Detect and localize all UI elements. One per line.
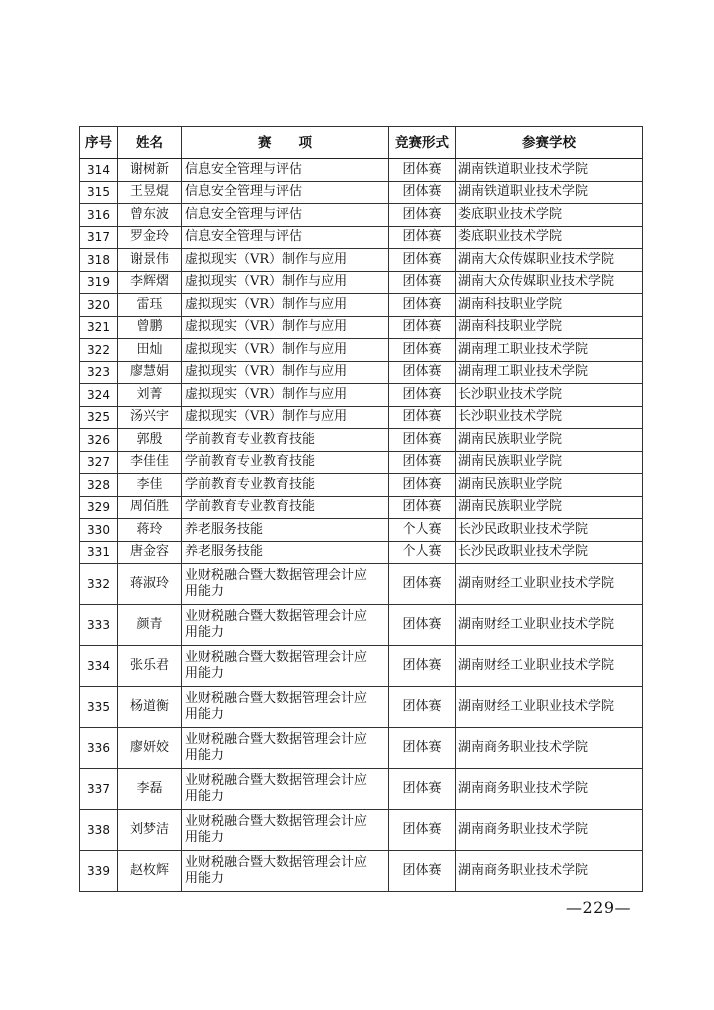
row-name: 蒋玲 (118, 519, 182, 542)
row-event-line1: 业财税融合暨大数据管理会计应 (185, 732, 368, 747)
table-row (80, 769, 643, 810)
row-number: 319 (80, 271, 118, 294)
table-row (80, 564, 643, 605)
row-form: 个人赛 (389, 519, 456, 542)
row-event: 学前教育专业教育技能 (182, 429, 389, 452)
row-event: 虚拟现实（VR）制作与应用 (182, 339, 389, 362)
row-school: 湖南理工职业技术学院 (456, 339, 643, 362)
row-number: 325 (80, 406, 118, 429)
row-event-line2: 用能力 (185, 789, 225, 804)
table-row (80, 294, 643, 317)
row-school: 湖南大众传媒职业技术学院 (456, 249, 643, 272)
row-event: 虚拟现实（VR）制作与应用 (182, 294, 389, 317)
row-event (182, 605, 389, 646)
row-number: 315 (80, 181, 118, 204)
table-row (80, 339, 643, 362)
row-school: 娄底职业技术学院 (456, 226, 643, 249)
row-name: 罗金玲 (118, 226, 182, 249)
row-school: 湖南商务职业技术学院 (456, 810, 643, 851)
row-name: 杨道衡 (118, 687, 182, 728)
row-event-line2: 用能力 (185, 625, 225, 640)
table-row (80, 249, 643, 272)
row-school: 长沙民政职业技术学院 (456, 541, 643, 564)
header-school: 参赛学校 (456, 127, 643, 159)
table-row (80, 646, 643, 687)
row-event (182, 564, 389, 605)
row-name: 谢树新 (118, 159, 182, 182)
row-name: 赵枚辉 (118, 851, 182, 892)
row-event-line2: 用能力 (185, 871, 225, 886)
row-form: 团体赛 (389, 294, 456, 317)
row-name: 刘菁 (118, 384, 182, 407)
row-form: 团体赛 (389, 646, 456, 687)
row-name: 郭殷 (118, 429, 182, 452)
row-school: 湖南财经工业职业技术学院 (456, 564, 643, 605)
row-number: 327 (80, 451, 118, 474)
row-form: 团体赛 (389, 384, 456, 407)
row-name: 曾鹏 (118, 316, 182, 339)
row-form: 个人赛 (389, 541, 456, 564)
row-event-line2: 用能力 (185, 666, 225, 681)
row-number: 320 (80, 294, 118, 317)
row-school: 湖南铁道职业技术学院 (456, 181, 643, 204)
header-event: 赛 项 (182, 127, 389, 159)
row-form: 团体赛 (389, 339, 456, 362)
row-school: 湖南财经工业职业技术学院 (456, 687, 643, 728)
header-form: 竞赛形式 (389, 127, 456, 159)
row-name: 周佰胜 (118, 496, 182, 519)
table-row (80, 181, 643, 204)
row-school: 湖南理工职业技术学院 (456, 361, 643, 384)
table-row (80, 687, 643, 728)
row-form: 团体赛 (389, 181, 456, 204)
row-number: 334 (80, 646, 118, 687)
row-event: 养老服务技能 (182, 541, 389, 564)
row-event-line2: 用能力 (185, 830, 225, 845)
table-row (80, 406, 643, 429)
row-school: 湖南民族职业学院 (456, 474, 643, 497)
row-number: 332 (80, 564, 118, 605)
row-event-line2: 用能力 (185, 584, 225, 599)
row-event: 虚拟现实（VR）制作与应用 (182, 249, 389, 272)
row-event: 信息安全管理与评估 (182, 226, 389, 249)
table-row (80, 605, 643, 646)
table-row (80, 429, 643, 452)
table-row (80, 496, 643, 519)
row-form: 团体赛 (389, 429, 456, 452)
row-school: 湖南商务职业技术学院 (456, 769, 643, 810)
row-school: 湖南民族职业学院 (456, 429, 643, 452)
row-event: 虚拟现实（VR）制作与应用 (182, 271, 389, 294)
row-form: 团体赛 (389, 810, 456, 851)
row-event: 信息安全管理与评估 (182, 159, 389, 182)
row-name: 李佳 (118, 474, 182, 497)
row-event (182, 769, 389, 810)
row-name: 唐金容 (118, 541, 182, 564)
row-number: 326 (80, 429, 118, 452)
row-form: 团体赛 (389, 769, 456, 810)
table-row (80, 384, 643, 407)
table-row (80, 361, 643, 384)
row-school: 湖南商务职业技术学院 (456, 851, 643, 892)
row-school: 长沙职业技术学院 (456, 384, 643, 407)
table-row (80, 810, 643, 851)
row-name: 王昱焜 (118, 181, 182, 204)
row-number: 322 (80, 339, 118, 362)
row-event: 虚拟现实（VR）制作与应用 (182, 384, 389, 407)
row-number: 330 (80, 519, 118, 542)
row-event-line1: 业财税融合暨大数据管理会计应 (185, 814, 368, 829)
row-event (182, 687, 389, 728)
header-number: 序号 (80, 127, 118, 159)
row-event: 信息安全管理与评估 (182, 181, 389, 204)
row-number: 321 (80, 316, 118, 339)
row-number: 336 (80, 728, 118, 769)
row-name: 汤兴宇 (118, 406, 182, 429)
row-form: 团体赛 (389, 406, 456, 429)
table-row (80, 474, 643, 497)
row-form: 团体赛 (389, 271, 456, 294)
row-number: 338 (80, 810, 118, 851)
row-event (182, 646, 389, 687)
row-number: 318 (80, 249, 118, 272)
table-row (80, 728, 643, 769)
row-name: 李佳佳 (118, 451, 182, 474)
row-school: 湖南民族职业学院 (456, 451, 643, 474)
table-row (80, 451, 643, 474)
row-event (182, 851, 389, 892)
row-event: 虚拟现实（VR）制作与应用 (182, 406, 389, 429)
row-number: 324 (80, 384, 118, 407)
row-event-line1: 业财税融合暨大数据管理会计应 (185, 650, 368, 665)
row-form: 团体赛 (389, 851, 456, 892)
row-number: 316 (80, 204, 118, 227)
row-event-line2: 用能力 (185, 707, 225, 722)
row-event-line1: 业财税融合暨大数据管理会计应 (185, 773, 368, 788)
row-event (182, 810, 389, 851)
table-row (80, 541, 643, 564)
row-event: 学前教育专业教育技能 (182, 496, 389, 519)
row-event-line1: 业财税融合暨大数据管理会计应 (185, 609, 368, 624)
row-school: 湖南财经工业职业技术学院 (456, 605, 643, 646)
row-number: 339 (80, 851, 118, 892)
row-school: 湖南财经工业职业技术学院 (456, 646, 643, 687)
row-event (182, 728, 389, 769)
row-school: 长沙民政职业技术学院 (456, 519, 643, 542)
row-name: 廖妍姣 (118, 728, 182, 769)
table-row (80, 519, 643, 542)
participants-table (79, 126, 643, 892)
row-number: 329 (80, 496, 118, 519)
row-number: 335 (80, 687, 118, 728)
row-name: 廖慧娟 (118, 361, 182, 384)
row-event: 虚拟现实（VR）制作与应用 (182, 316, 389, 339)
row-form: 团体赛 (389, 496, 456, 519)
row-name: 谢景伟 (118, 249, 182, 272)
row-form: 团体赛 (389, 361, 456, 384)
row-event-line1: 业财税融合暨大数据管理会计应 (185, 691, 368, 706)
table-row (80, 204, 643, 227)
table-row (80, 271, 643, 294)
row-school: 湖南大众传媒职业技术学院 (456, 271, 643, 294)
row-school: 湖南科技职业学院 (456, 316, 643, 339)
page-number: —229— (566, 898, 632, 917)
row-form: 团体赛 (389, 564, 456, 605)
row-number: 314 (80, 159, 118, 182)
table-row (80, 226, 643, 249)
row-number: 331 (80, 541, 118, 564)
row-name: 曾东波 (118, 204, 182, 227)
table-header-row (80, 127, 643, 159)
row-event-line2: 用能力 (185, 748, 225, 763)
row-name: 雷珏 (118, 294, 182, 317)
table-row (80, 851, 643, 892)
row-school: 湖南科技职业学院 (456, 294, 643, 317)
header-name: 姓名 (118, 127, 182, 159)
table-row (80, 316, 643, 339)
table-row (80, 159, 643, 182)
row-form: 团体赛 (389, 474, 456, 497)
row-form: 团体赛 (389, 451, 456, 474)
row-name: 李辉熠 (118, 271, 182, 294)
row-school: 娄底职业技术学院 (456, 204, 643, 227)
row-form: 团体赛 (389, 159, 456, 182)
row-event-line1: 业财税融合暨大数据管理会计应 (185, 855, 368, 870)
row-name: 蒋淑玲 (118, 564, 182, 605)
row-name: 刘梦洁 (118, 810, 182, 851)
row-event: 学前教育专业教育技能 (182, 474, 389, 497)
row-school: 湖南民族职业学院 (456, 496, 643, 519)
row-form: 团体赛 (389, 204, 456, 227)
row-number: 328 (80, 474, 118, 497)
row-event: 虚拟现实（VR）制作与应用 (182, 361, 389, 384)
row-name: 颜青 (118, 605, 182, 646)
row-number: 317 (80, 226, 118, 249)
row-event: 学前教育专业教育技能 (182, 451, 389, 474)
row-name: 李磊 (118, 769, 182, 810)
row-form: 团体赛 (389, 249, 456, 272)
row-name: 田灿 (118, 339, 182, 362)
row-form: 团体赛 (389, 226, 456, 249)
row-number: 323 (80, 361, 118, 384)
row-number: 337 (80, 769, 118, 810)
row-school: 长沙职业技术学院 (456, 406, 643, 429)
row-school: 湖南铁道职业技术学院 (456, 159, 643, 182)
row-form: 团体赛 (389, 728, 456, 769)
row-form: 团体赛 (389, 605, 456, 646)
row-form: 团体赛 (389, 687, 456, 728)
row-school: 湖南商务职业技术学院 (456, 728, 643, 769)
row-form: 团体赛 (389, 316, 456, 339)
row-event-line1: 业财税融合暨大数据管理会计应 (185, 568, 368, 583)
row-number: 333 (80, 605, 118, 646)
row-name: 张乐君 (118, 646, 182, 687)
row-event: 养老服务技能 (182, 519, 389, 542)
row-event: 信息安全管理与评估 (182, 204, 389, 227)
